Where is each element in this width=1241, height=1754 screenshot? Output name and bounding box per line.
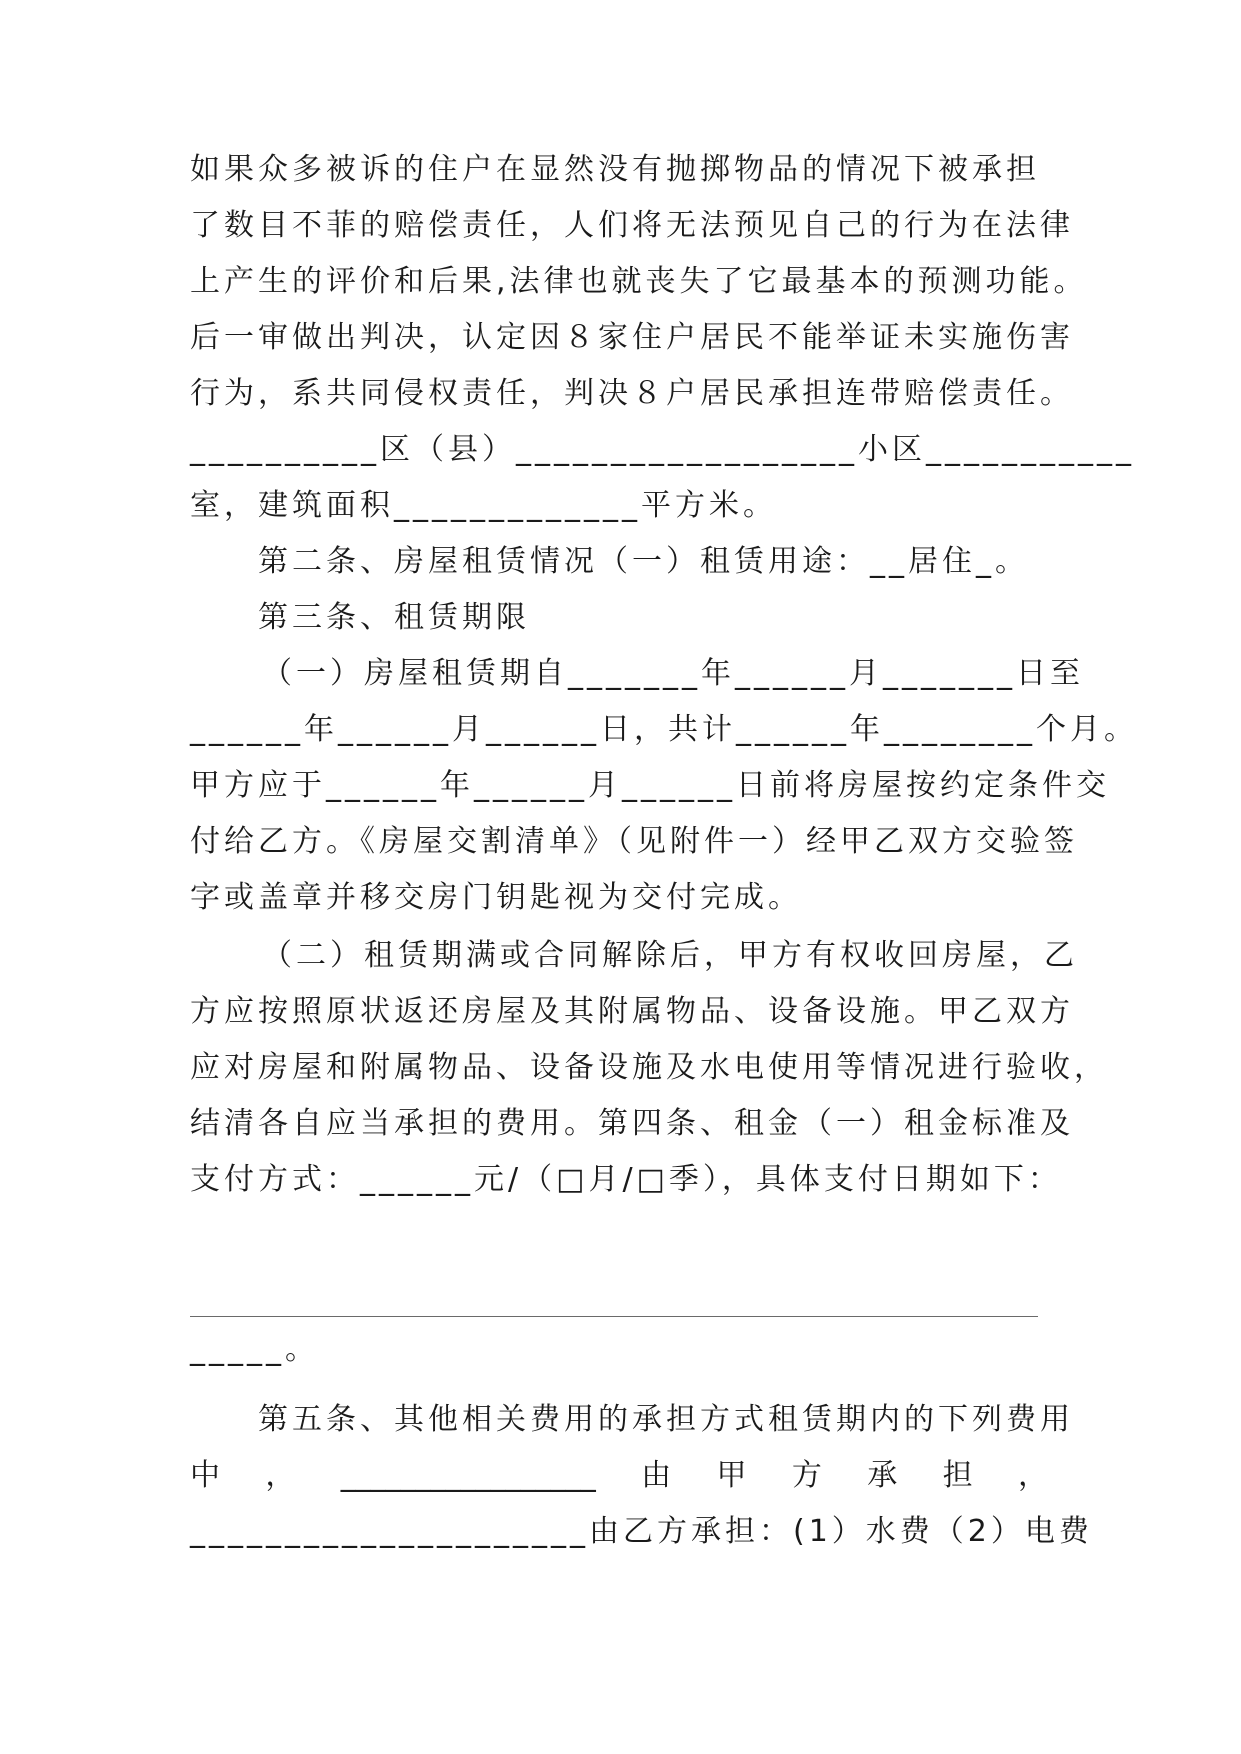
paragraph-line: 字或盖章并移交房门钥匙视为交付完成。 (190, 880, 802, 915)
article-five: 第五条、其他相关费用的承担方式租赁期内的下列费用 (258, 1402, 1074, 1437)
article-two: 第二条、房屋租赁情况（一）租赁用途：__居住_。 (258, 544, 1029, 579)
justified-token: _________________ (340, 1458, 596, 1493)
justified-line (190, 1456, 1048, 1496)
article-three-heading: 第三条、租赁期限 (258, 600, 530, 635)
justified-token: 甲 (716, 1458, 747, 1493)
justified-token: 方 (791, 1458, 822, 1493)
paragraph-line: 了数目不菲的赔偿责任，人们将无法预见自己的行为在法律 (190, 208, 1074, 243)
paragraph-line: 如果众多被诉的住户在显然没有抛掷物品的情况下被承担 (190, 152, 1040, 187)
paragraph-line: ______年______月______日，共计______年________个月。 (190, 712, 1138, 747)
paragraph-line: 甲方应于______年______月______日前将房屋按约定条件交 (190, 768, 1110, 803)
paragraph-line: 后一审做出判决，认定因８家住户居民不能举证未实施伤害 (190, 320, 1074, 355)
area-line: 室，建筑面积_____________平方米。 (190, 488, 777, 523)
justified-token: 由 (641, 1458, 672, 1493)
address-line: __________区（县）__________________小区___________ (190, 432, 1135, 467)
paragraph-line: 方应按照原状返还房屋及其附属物品、设备设施。甲乙双方 (190, 994, 1074, 1029)
paragraph-line: 行为，系共同侵权责任，判决８户居民承担连带赔偿责任。 (190, 376, 1074, 411)
paragraph-line: 上产生的评价和后果,法律也就丧失了它最基本的预测功能。 (190, 264, 1088, 299)
justified-token: 中 (190, 1458, 220, 1493)
paragraph-line: 应对房屋和附属物品、设备设施及水电使用等情况进行验收， (190, 1050, 1108, 1085)
justified-token: ， (1018, 1458, 1048, 1493)
justified-token: ， (265, 1458, 296, 1493)
paragraph-line: （一）房屋租赁期自_______年______月_______日至 (262, 656, 1084, 691)
blank-end-line: _____。 (190, 1332, 319, 1367)
blank-rule (190, 1316, 1038, 1317)
paragraph-line: 结清各自应当承担的费用。第四条、租金（一）租金标准及 (190, 1106, 1074, 1141)
paragraph-line: （二）租赁期满或合同解除后，甲方有权收回房屋，乙 (262, 938, 1078, 973)
justified-token: 担 (942, 1458, 973, 1493)
payment-line: 支付方式：______元/（□月/□季），具体支付日期如下： (190, 1162, 1062, 1197)
paragraph-line: 付给乙方。《房屋交割清单》（见附件一）经甲乙双方交验签 (190, 824, 1078, 859)
justified-token: 承 (867, 1458, 898, 1493)
paragraph-line: _____________________由乙方承担：(1）水费（2）电费 (190, 1514, 1093, 1549)
